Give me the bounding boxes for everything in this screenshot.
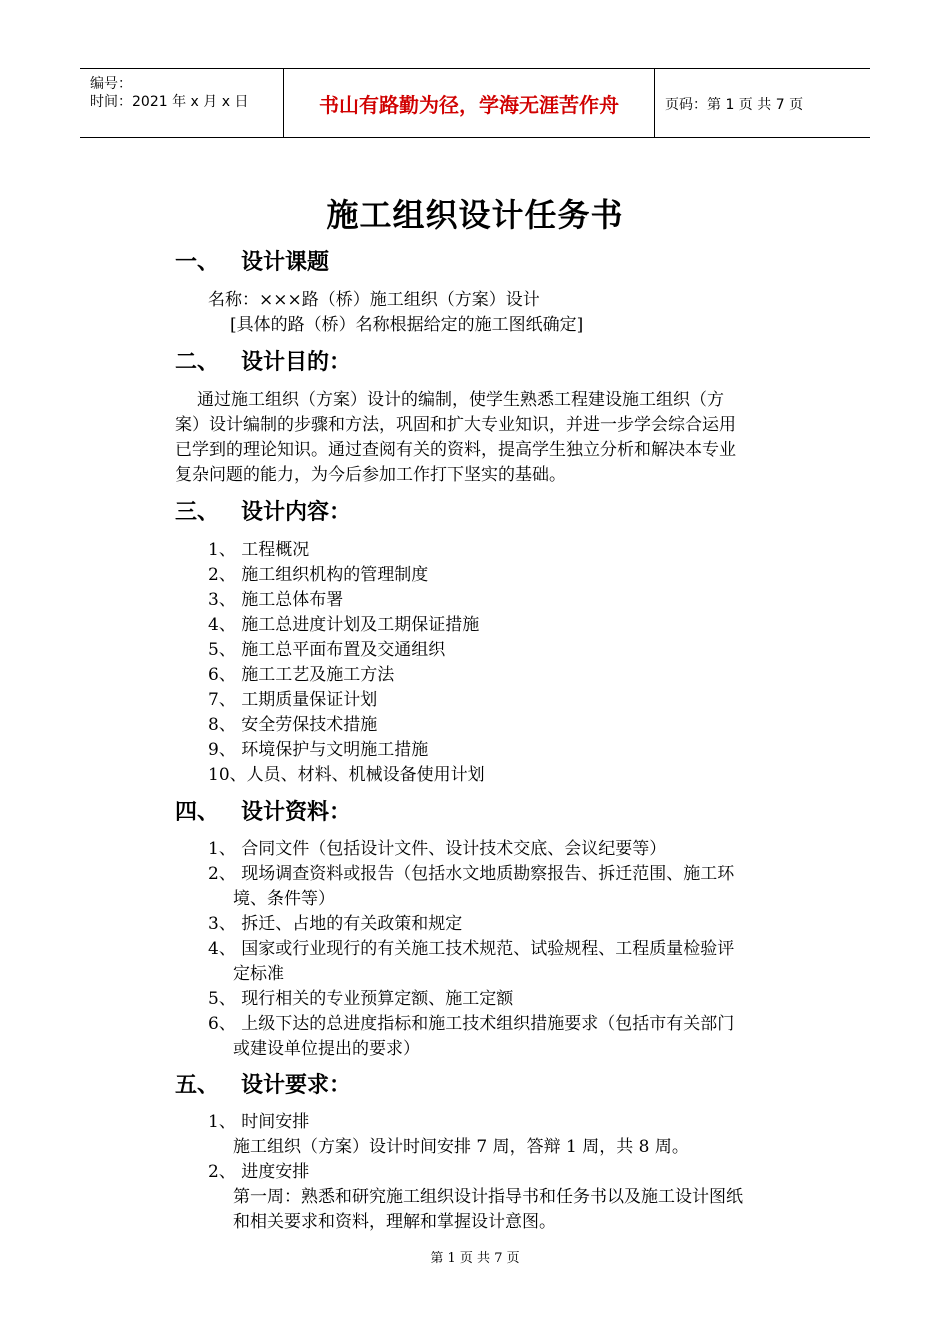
s4-line: 境、条件等） — [233, 889, 335, 909]
header-table — [80, 68, 870, 138]
s3-item: 3、 施工总体布署 — [208, 590, 344, 610]
section-3-heading — [175, 495, 351, 526]
section-5-heading — [175, 1068, 351, 1099]
s3-item: 7、 工期质量保证计划 — [208, 690, 378, 710]
section-4-number: 四、 — [175, 800, 220, 825]
s3-item: 9、 环境保护与文明施工措施 — [208, 740, 429, 760]
s4-line: 定标准 — [233, 964, 284, 984]
s5-line: 施工组织（方案）设计时间安排 7 周，答辩 1 周，共 8 周。 — [233, 1137, 689, 1157]
section-2-title: 设计目的： — [241, 350, 352, 375]
section-3-number: 三、 — [175, 500, 220, 525]
s2-line-3: 已学到的理论知识。通过查阅有关的资料，提高学生独立分析和解决本专业 — [175, 440, 736, 460]
s3-item: 6、 施工工艺及施工方法 — [208, 665, 395, 685]
section-1-title: 设计课题 — [241, 250, 330, 275]
s3-item: 8、 安全劳保技术措施 — [208, 715, 378, 735]
s4-line: 2、 现场调查资料或报告（包括水文地质勘察报告、拆迁范围、施工环 — [208, 864, 735, 884]
header-left-cell — [80, 69, 283, 137]
number-label: 编号： — [90, 76, 132, 92]
s3-item: 5、 施工总平面布置及交通组织 — [208, 640, 446, 660]
s3-item: 4、 施工总进度计划及工期保证措施 — [208, 615, 480, 635]
section-1-heading — [175, 245, 329, 276]
header-page-info: 页码：第 1 页 共 7 页 — [665, 97, 804, 113]
s4-line: 6、 上级下达的总进度指标和施工技术组织措施要求（包括市有关部门 — [208, 1014, 735, 1034]
s4-line: 或建设单位提出的要求） — [233, 1039, 420, 1059]
s5-line: 1、 时间安排 — [208, 1112, 310, 1132]
s4-line: 3、 拆迁、占地的有关政策和规定 — [208, 914, 463, 934]
header-motto: 书山有路勤为径，学海无涯苦作舟 — [319, 92, 619, 117]
page-footer: 第 1 页 共 7 页 — [430, 1251, 520, 1266]
s4-line: 1、 合同文件（包括设计文件、设计技术交底、会议纪要等） — [208, 839, 667, 859]
s5-line: 2、 进度安排 — [208, 1162, 310, 1182]
section-5-number: 五、 — [175, 1073, 220, 1098]
s3-item: 1、 工程概况 — [208, 540, 310, 560]
section-4-heading — [175, 795, 351, 826]
s3-item: 10、人员、材料、机械设备使用计划 — [208, 765, 485, 785]
s1-line-1: 名称：×××路（桥）施工组织（方案）设计 — [208, 290, 540, 310]
time-label: 时间：2021 年 x 月 x 日 — [90, 94, 249, 110]
s2-line-2: 案）设计编制的步骤和方法，巩固和扩大专业知识，并进一步学会综合运用 — [175, 415, 736, 435]
section-1-number: 一、 — [175, 250, 220, 275]
s4-line: 4、 国家或行业现行的有关施工技术规范、试验规程、工程质量检验评 — [208, 939, 735, 959]
s4-line: 5、 现行相关的专业预算定额、施工定额 — [208, 989, 514, 1009]
s2-line-1: 通过施工组织（方案）设计的编制，使学生熟悉工程建设施工组织（方 — [197, 390, 724, 410]
s5-line: 第一周：熟悉和研究施工组织设计指导书和任务书以及施工设计图纸 — [233, 1187, 743, 1207]
section-2-number: 二、 — [175, 350, 220, 375]
s3-item: 2、 施工组织机构的管理制度 — [208, 565, 429, 585]
section-3-title: 设计内容： — [241, 500, 352, 525]
s5-line: 和相关要求和资料，理解和掌握设计意图。 — [233, 1212, 556, 1232]
document-title: 施工组织设计任务书 — [326, 196, 624, 234]
header-divider-right — [654, 69, 655, 137]
section-5-title: 设计要求： — [241, 1073, 352, 1098]
s2-line-4: 复杂问题的能力，为今后参加工作打下坚实的基础。 — [175, 465, 566, 485]
section-2-heading — [175, 345, 351, 376]
s1-line-2: [具体的路（桥）名称根据给定的施工图纸确定] — [230, 315, 584, 335]
section-4-title: 设计资料： — [241, 800, 352, 825]
